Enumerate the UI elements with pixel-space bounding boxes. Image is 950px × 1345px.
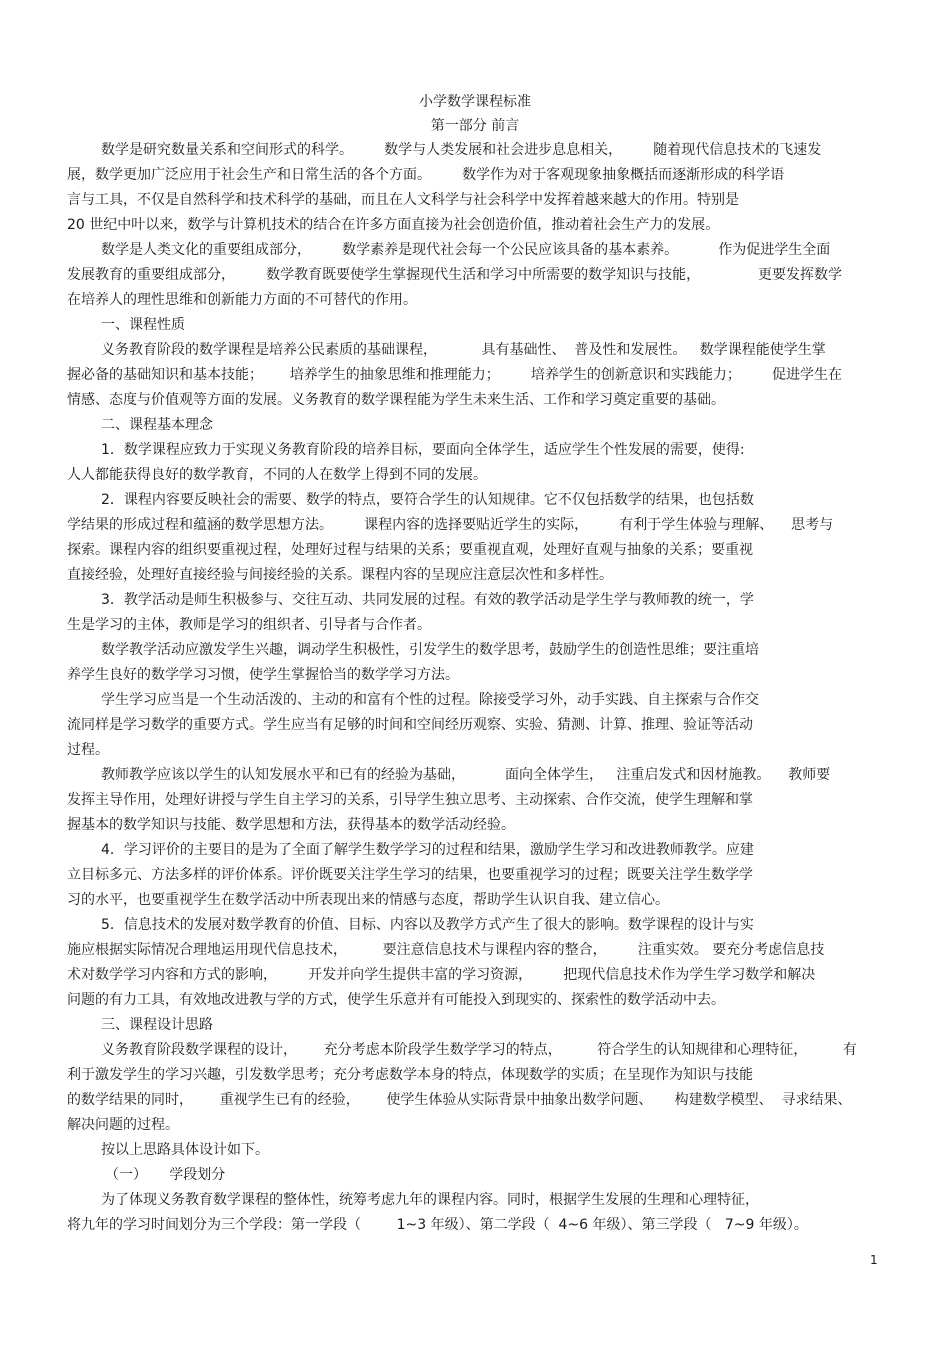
paragraph-line: 的数学结果的同时， 重视学生已有的经验， 使学生体验从实际背景中抽象出数学问题、 构建数学模型、 寻求结果、 <box>67 1092 852 1108</box>
paragraph-line: 按以上思路具体设计如下。 <box>101 1142 269 1158</box>
paragraph-line: 习的水平，也要重视学生在数学活动中所表现出来的情感与态度，帮助学生认识自我、建立信心。 <box>67 892 669 908</box>
paragraph-line: 术对数学学习内容和方式的影响， 开发并向学生提供丰富的学习资源， 把现代信息技术作为学生学习数学和解决 <box>67 967 816 983</box>
paragraph-line: 4．学习评价的主要目的是为了全面了解学生数学学习的过程和结果，激励学生学习和改进教师教学。应建 <box>101 842 754 858</box>
paragraph-line: 将九年的学习时间划分为三个学段：第一学段（ 1~3 年级）、第二学段（ 4~6 年级）、第三学段（ 7~9 年级）。 <box>67 1217 808 1233</box>
paragraph-line: 为了体现义务教育数学课程的整体性，统筹考虑九年的课程内容。同时，根据学生发展的生理和心理特征， <box>101 1192 759 1208</box>
page-number: 1 <box>870 1253 878 1267</box>
paragraph-line: 握基本的数学知识与技能、数学思想和方法，获得基本的数学活动经验。 <box>67 817 515 833</box>
paragraph-line: 生是学习的主体，教师是学习的组织者、引导者与合作者。 <box>67 617 431 633</box>
paragraph-line: 立目标多元、方法多样的评价体系。评价既要关注学生学习的结果，也要重视学习的过程；既要关注学生数学学 <box>67 867 753 883</box>
paragraph-line: 学结果的形成过程和蕴涵的数学思想方法。 课程内容的选择要贴近学生的实际， 有利于学生体验与理解、 思考与 <box>67 517 834 533</box>
paragraph-line: 探索。课程内容的组织要重视过程，处理好过程与结果的关系；要重视直观，处理好直观与抽象的关系；要重视 <box>67 542 753 558</box>
paragraph-line: 发挥主导作用，处理好讲授与学生自主学习的关系，引导学生独立思考、主动探索、合作交流，使学生理解和掌 <box>67 792 753 808</box>
paragraph-line: 义务教育阶段的数学课程是培养公民素质的基础课程， 具有基础性、 普及性和发展性。 数学课程能使学生掌 <box>101 342 826 358</box>
paragraph-line: 流同样是学习数学的重要方式。学生应当有足够的时间和空间经历观察、实验、猜测、计算、推理、验证等活动 <box>67 717 753 733</box>
paragraph-line: 问题的有力工具，有效地改进教与学的方式，使学生乐意并有可能投入到现实的、探索性的数学活动中去。 <box>67 992 725 1008</box>
paragraph-line: 展，数学更加广泛应用于社会生产和日常生活的各个方面。 数学作为对于客观现象抽象概括而逐渐形成的科学语 <box>67 167 785 183</box>
section-heading: 第一部分 前言 <box>430 118 520 134</box>
paragraph-line: 5．信息技术的发展对数学教育的价值、目标、内容以及教学方式产生了很大的影响。数学课程的设计与实 <box>101 917 754 933</box>
paragraph-line: 数学教学活动应激发学生兴趣，调动学生积极性，引发学生的数学思考，鼓励学生的创造性思维；要注重培 <box>101 642 759 658</box>
paragraph-line: 20 世纪中叶以来，数学与计算机技术的结合在许多方面直接为社会创造价值，推动着社会生产力的发展。 <box>67 217 720 233</box>
paragraph-line: 人人都能获得良好的数学教育，不同的人在数学上得到不同的发展。 <box>67 467 487 483</box>
paragraph-line: 直接经验，处理好直接经验与间接经验的关系。课程内容的呈现应注意层次性和多样性。 <box>67 567 613 583</box>
document-title: 小学数学课程标准 <box>419 94 531 110</box>
section-heading: 一、课程性质 <box>101 317 185 333</box>
paragraph-line: 义务教育阶段数学课程的设计， 充分考虑本阶段学生数学学习的特点， 符合学生的认知规律和心理特征， 有 <box>101 1042 857 1058</box>
paragraph-line: 解决问题的过程。 <box>67 1117 179 1133</box>
paragraph-line: 数学是人类文化的重要组成部分， 数学素养是现代社会每一个公民应该具备的基本素养。 作为促进学生全面 <box>101 242 831 258</box>
paragraph-line: 在培养人的理性思维和创新能力方面的不可替代的作用。 <box>67 292 417 308</box>
paragraph-line: 教师教学应该以学生的认知发展水平和已有的经验为基础， 面向全体学生， 注重启发式和因材施教。 教师要 <box>101 767 831 783</box>
paragraph-line: 数学是研究数量关系和空间形式的科学。 数学与人类发展和社会进步息息相关， 随着现代信息技术的飞速发 <box>101 142 822 158</box>
paragraph-line: 过程。 <box>67 742 109 758</box>
paragraph-line: 情感、态度与价值观等方面的发展。义务教育的数学课程能为学生未来生活、工作和学习奠定重要的基础。 <box>67 392 725 408</box>
section-heading: 三、课程设计思路 <box>101 1017 213 1033</box>
paragraph-line: 利于激发学生的学习兴趣，引发数学思考；充分考虑数学本身的特点，体现数学的实质；在呈现作为知识与技能 <box>67 1067 753 1083</box>
paragraph-line: 施应根据实际情况合理地运用现代信息技术， 要注意信息技术与课程内容的整合， 注重实效。 要充分考虑信息技 <box>67 942 825 958</box>
paragraph-line: 养学生良好的数学学习习惯，使学生掌握恰当的数学学习方法。 <box>67 667 459 683</box>
paragraph-line: 1．数学课程应致力于实现义务教育阶段的培养目标，要面向全体学生，适应学生个性发展的需要，使得: <box>101 442 745 458</box>
paragraph-line: 2．课程内容要反映社会的需要、数学的特点，要符合学生的认知规律。它不仅包括数学的结果，也包括数 <box>101 492 754 508</box>
paragraph-line: 言与工具，不仅是自然科学和技术科学的基础，而且在人文科学与社会科学中发挥着越来越大的作用。特别是 <box>67 192 739 208</box>
section-heading: 二、课程基本理念 <box>101 417 213 433</box>
paragraph-line: 3．教学活动是师生积极参与、交往互动、共同发展的过程。有效的教学活动是学生学与教师教的统一，学 <box>101 592 754 608</box>
paragraph-line: 握必备的基础知识和基本技能； 培养学生的抽象思维和推理能力； 培养学生的创新意识和实践能力； 促进学生在 <box>67 367 843 383</box>
paragraph-line: 学生学习应当是一个生动活泼的、主动的和富有个性的过程。除接受学习外，动手实践、自主探索与合作交 <box>101 692 759 708</box>
subsection-heading: （一） 学段划分 <box>105 1167 226 1183</box>
paragraph-line: 发展教育的重要组成部分， 数学教育既要使学生掌握现代生活和学习中所需要的数学知识与技能， 更要发挥数学 <box>67 267 843 283</box>
